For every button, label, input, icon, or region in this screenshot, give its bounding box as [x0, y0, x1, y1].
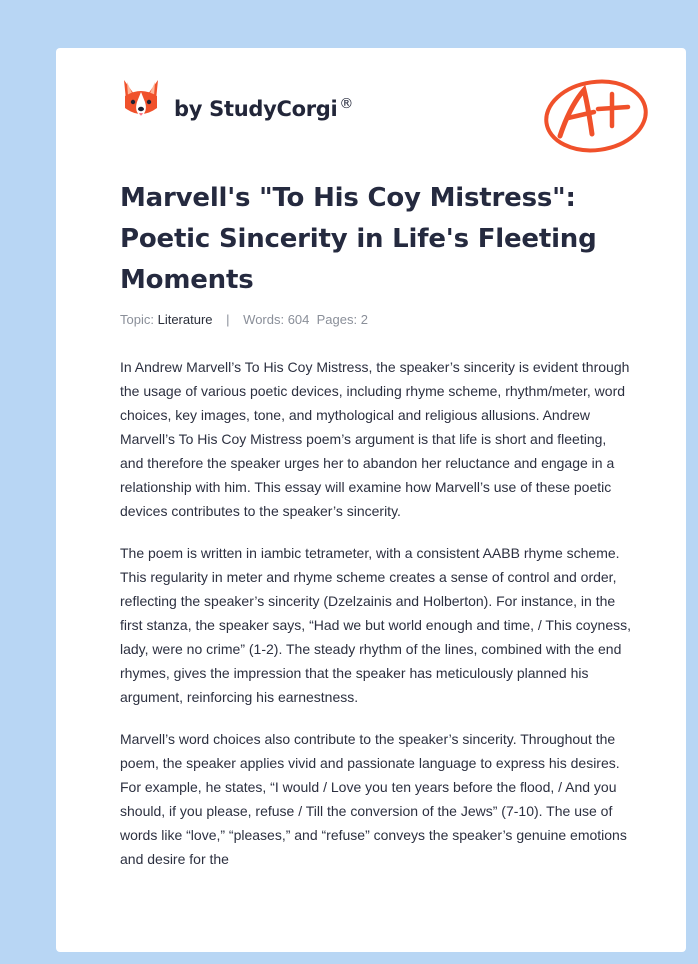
word-count: Words: 604: [243, 312, 310, 327]
topic-label: Topic:: [120, 312, 154, 327]
brand-logo[interactable]: [120, 76, 353, 126]
paragraph: In Andrew Marvell’s To His Coy Mistress, the speaker’s sincerity is evident through the usage of various poetic devices, including rhyme scheme, rhythm/meter, word choices, key images, tone, and mythological and religious allusions. Andrew Marvell’s To His Coy Mistress poem’s argument is that life is short and fleeting, and therefore the speaker urges her to abandon her reluctance and engage in a relationship with him. This essay will examine how Marvell’s use of these poetic devices contributes to the speaker’s sincerity.: [120, 359, 630, 519]
essay-meta: [120, 312, 368, 327]
paragraph: The poem is written in iambic tetrameter, with a consistent AABB rhyme scheme. This regularity in meter and rhyme scheme creates a sense of control and order, reflecting the speaker’s sincerity (Dzelzainis and Holberton). For instance, in the first stanza, the speaker says, “Had we but world enough and time, / This coyness, lady, were no crime” (1-2). The steady rhythm of the lines, combined with the end rhymes, gives the impression that the speaker has meticulously planned his argument, reinforcing his earnestness.: [120, 545, 631, 705]
grade-a-plus-badge: [540, 76, 652, 156]
corgi-dog-icon: [120, 78, 162, 124]
page-header: [120, 76, 660, 146]
brand-name: by StudyCorgi ®: [174, 95, 354, 121]
paragraph: Marvell’s word choices also contribute to the speaker’s sincerity. Throughout the poem, the speaker applies vivid and passionate language to express his desires. For example, he states, “I would / Love you ten years before the flood, / And you should, if you please, refuse / Till the conversion of the Jews” (7-10). The use of words like “love,” “pleases,” and “refuse” conveys the speaker’s genuine emotions and desire for the: [120, 731, 627, 867]
essay-body: [120, 355, 632, 889]
topic-link[interactable]: Literature: [157, 312, 213, 327]
page-count: Pages: 2: [316, 312, 368, 327]
registered-mark: ®: [339, 95, 354, 112]
meta-separator: |: [226, 312, 230, 327]
document-page: [56, 48, 686, 952]
essay-title: Marvell's "To His Coy Mistress": Poetic Sincerity in Life's Fleeting Moments: [120, 183, 597, 295]
